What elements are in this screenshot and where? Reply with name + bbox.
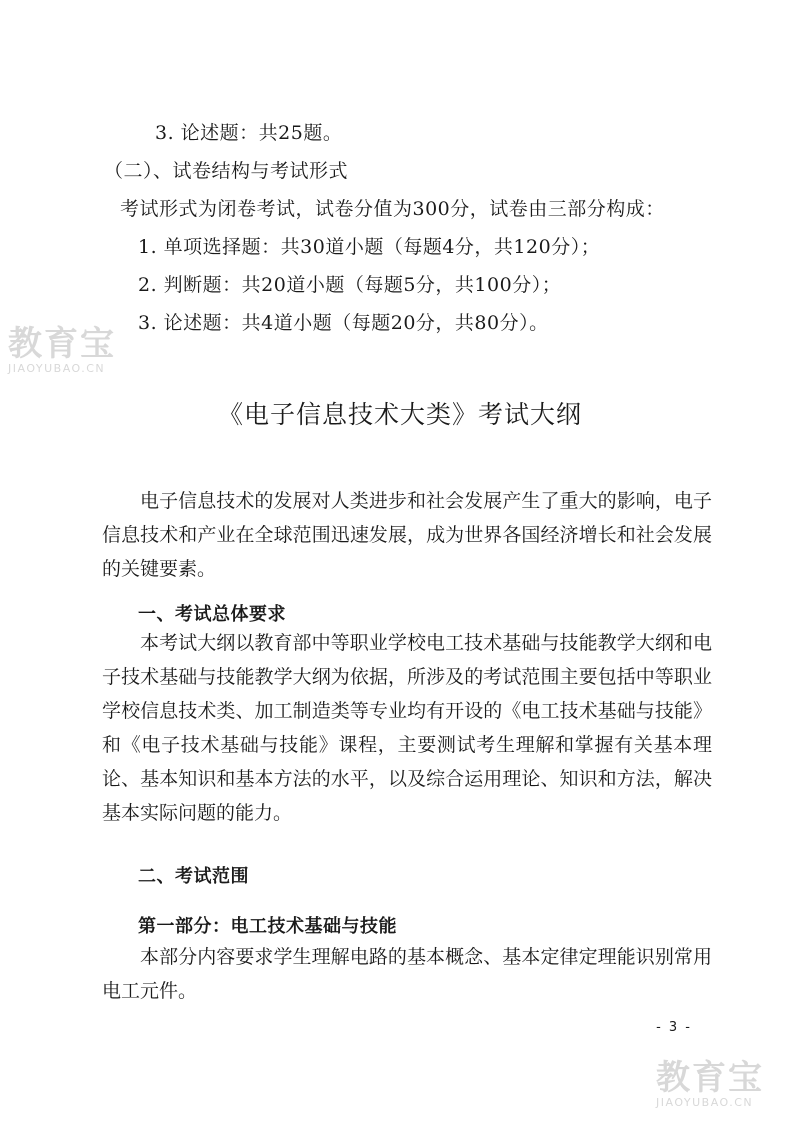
watermark-text: 教育宝 bbox=[656, 1058, 764, 1098]
watermark-url: JIAOYUBAO.CN bbox=[656, 1096, 754, 1109]
list-item-single-choice: 1. 单项选择题：共30道小题（每题4分，共120分）； bbox=[138, 236, 601, 258]
watermark-logo-top bbox=[8, 326, 116, 375]
list-item-true-false: 2. 判断题：共20道小题（每题5分，共100分）； bbox=[138, 274, 562, 296]
section-heading-exam-scope: 二、考试范围 bbox=[138, 866, 249, 887]
watermark-logo-bottom bbox=[656, 1060, 764, 1109]
general-requirements-paragraph: 本考试大纲以教育部中等职业学校电工技术基础与技能教学大纲和电子技术基础与技能教学大纲为依据，所涉及的考试范围主要包括中等职业学校信息技术类、加工制造类等专业均有开设的《电工技术基础与技能》和《电子技术基础与技能》课程，主要测试考生理解和掌握有关基本理论、基本知识和基本方法的水平，以及综合运用理论、知识和方法，解决基本实际问题的能力。 bbox=[102, 632, 712, 824]
section-heading-general-requirements: 一、考试总体要求 bbox=[138, 604, 286, 625]
list-item-essay-count: 3. 论述题：共25题。 bbox=[155, 122, 343, 144]
exam-format-text: 考试形式为闭卷考试，试卷分值为300分，试卷由三部分构成： bbox=[120, 198, 665, 220]
page-number: - 3 - bbox=[656, 1020, 692, 1035]
watermark-url: JIAOYUBAO.CN bbox=[8, 362, 106, 375]
subsection-heading-structure: （二）、试卷结构与考试形式 bbox=[104, 160, 349, 182]
list-item-essay: 3. 论述题：共4道小题（每题20分，共80分）。 bbox=[138, 312, 549, 334]
part1-heading: 第一部分：电工技术基础与技能 bbox=[138, 916, 397, 937]
watermark-text: 教育宝 bbox=[8, 324, 116, 364]
page-title: 《电子信息技术大类》考试大纲 bbox=[217, 400, 582, 429]
intro-paragraph: 电子信息技术的发展对人类进步和社会发展产生了重大的影响，电子信息技术和产业在全球范围迅速发展，成为世界各国经济增长和社会发展的关键要素。 bbox=[102, 490, 712, 580]
part1-paragraph: 本部分内容要求学生理解电路的基本概念、基本定律定理能识别常用电工元件。 bbox=[102, 946, 712, 1002]
